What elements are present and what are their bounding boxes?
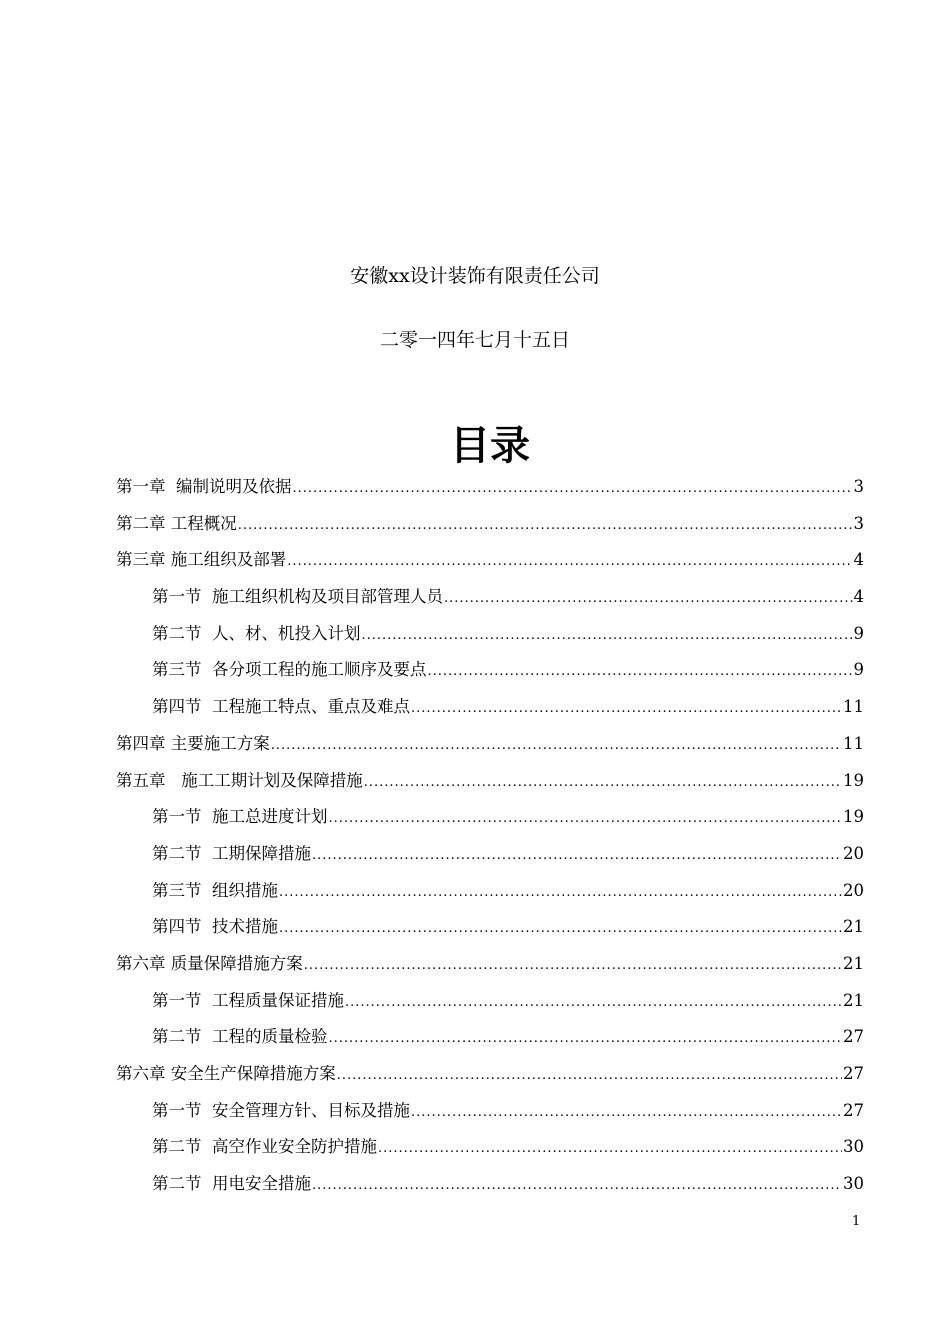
document-date: 二零一四年七月十五日	[379, 329, 570, 351]
toc-entry-page: 4	[853, 587, 864, 607]
dot-leader	[337, 1059, 842, 1093]
toc-entry-title: 第四节 工程施工特点、重点及难点	[152, 697, 410, 717]
toc-section-entry[interactable]	[116, 1020, 864, 1057]
toc-entry-page: 30	[843, 1174, 864, 1194]
toc-entry-title: 第三章 施工组织及部署	[116, 550, 287, 570]
toc-entry-title: 第三节 组织措施	[152, 880, 278, 900]
toc-entry-title: 第五章 施工工期计划及保障措施	[116, 770, 363, 790]
dot-leader	[287, 545, 852, 579]
toc-entry-page: 19	[843, 770, 864, 790]
toc-chapter-entry[interactable]	[116, 764, 864, 801]
toc-entry-title: 第一节 安全管理方针、目标及措施	[152, 1100, 410, 1120]
toc-chapter-entry[interactable]	[116, 947, 864, 984]
toc-section-entry[interactable]	[116, 910, 864, 947]
toc-entry-title: 第一节 工程质量保证措施	[152, 990, 344, 1010]
toc-entry-title: 第三节 各分项工程的施工顺序及要点	[152, 660, 427, 680]
toc-entry-page: 21	[843, 917, 864, 937]
toc-section-entry[interactable]	[116, 690, 864, 727]
toc-section-entry[interactable]	[116, 984, 864, 1021]
toc-entry-title: 第一章 编制说明及依据	[116, 477, 292, 496]
table-of-contents	[116, 470, 864, 1204]
toc-section-entry[interactable]	[116, 617, 864, 654]
dot-leader	[271, 729, 842, 763]
toc-entry-page: 9	[853, 623, 864, 643]
dot-leader	[279, 912, 842, 946]
dot-leader	[362, 619, 853, 653]
toc-section-entry[interactable]	[116, 1130, 864, 1167]
toc-entry-page: 19	[843, 807, 864, 827]
dot-leader	[428, 655, 853, 689]
toc-entry-page: 20	[843, 880, 864, 900]
toc-entry-page: 30	[843, 1137, 864, 1157]
dot-leader	[411, 1096, 842, 1130]
page-number: 1	[852, 1214, 861, 1229]
dot-leader	[411, 692, 842, 726]
toc-entry-title: 第一节 施工组织机构及项目部管理人员	[152, 587, 443, 607]
toc-entry-page: 27	[843, 1027, 864, 1047]
toc-entry-page: 3	[853, 513, 864, 533]
toc-heading: 目录	[450, 423, 530, 469]
toc-entry-page: 27	[843, 1064, 864, 1083]
toc-section-entry[interactable]	[116, 1094, 864, 1131]
toc-section-entry[interactable]	[116, 837, 864, 874]
dot-leader	[329, 1022, 843, 1056]
toc-section-entry[interactable]	[116, 800, 864, 837]
toc-chapter-entry[interactable]	[116, 727, 864, 764]
toc-entry-page: 21	[843, 990, 864, 1010]
toc-chapter-entry[interactable]	[116, 470, 864, 507]
toc-entry-title: 第六章 质量保障措施方案	[116, 953, 303, 973]
toc-entry-page: 4	[853, 550, 864, 570]
toc-entry-title: 第二节 工期保障措施	[152, 843, 311, 863]
dot-leader	[345, 986, 842, 1020]
toc-entry-title: 第一节 施工总进度计划	[152, 807, 328, 827]
dot-leader	[329, 802, 843, 836]
toc-entry-title: 第四节 技术措施	[152, 917, 278, 937]
dot-leader	[312, 1169, 842, 1203]
toc-entry-page: 11	[843, 697, 864, 717]
dot-leader	[238, 509, 853, 543]
toc-chapter-entry[interactable]	[116, 507, 864, 544]
toc-entry-title: 第二节 人、材、机投入计划	[152, 623, 361, 643]
dot-leader	[364, 766, 842, 800]
dot-leader	[293, 472, 853, 506]
toc-section-entry[interactable]	[116, 874, 864, 911]
toc-section-entry[interactable]	[116, 580, 864, 617]
toc-entry-title: 第二节 工程的质量检验	[152, 1027, 328, 1047]
toc-entry-page: 20	[843, 843, 864, 863]
dot-leader	[444, 582, 853, 616]
toc-entry-page: 3	[853, 477, 864, 496]
dot-leader	[279, 876, 842, 910]
company-name: 安徽xx设计装饰有限责任公司	[350, 265, 600, 287]
toc-entry-title: 第四章 主要施工方案	[116, 733, 270, 753]
toc-entry-title: 第二节 用电安全措施	[152, 1174, 311, 1194]
toc-entry-page: 27	[843, 1100, 864, 1120]
toc-chapter-entry[interactable]	[116, 543, 864, 580]
toc-entry-title: 第六章 安全生产保障措施方案	[116, 1064, 336, 1083]
toc-entry-page: 21	[843, 953, 864, 973]
toc-entry-title: 第二章 工程概况	[116, 513, 237, 533]
dot-leader	[312, 839, 842, 873]
toc-entry-page: 11	[843, 733, 864, 753]
toc-chapter-entry[interactable]	[116, 1057, 864, 1094]
toc-entry-page: 9	[853, 660, 864, 680]
dot-leader	[378, 1132, 842, 1166]
toc-entry-title: 第二节 高空作业安全防护措施	[152, 1137, 377, 1157]
dot-leader	[304, 949, 842, 983]
toc-section-entry[interactable]	[116, 1167, 864, 1204]
toc-section-entry[interactable]	[116, 653, 864, 690]
